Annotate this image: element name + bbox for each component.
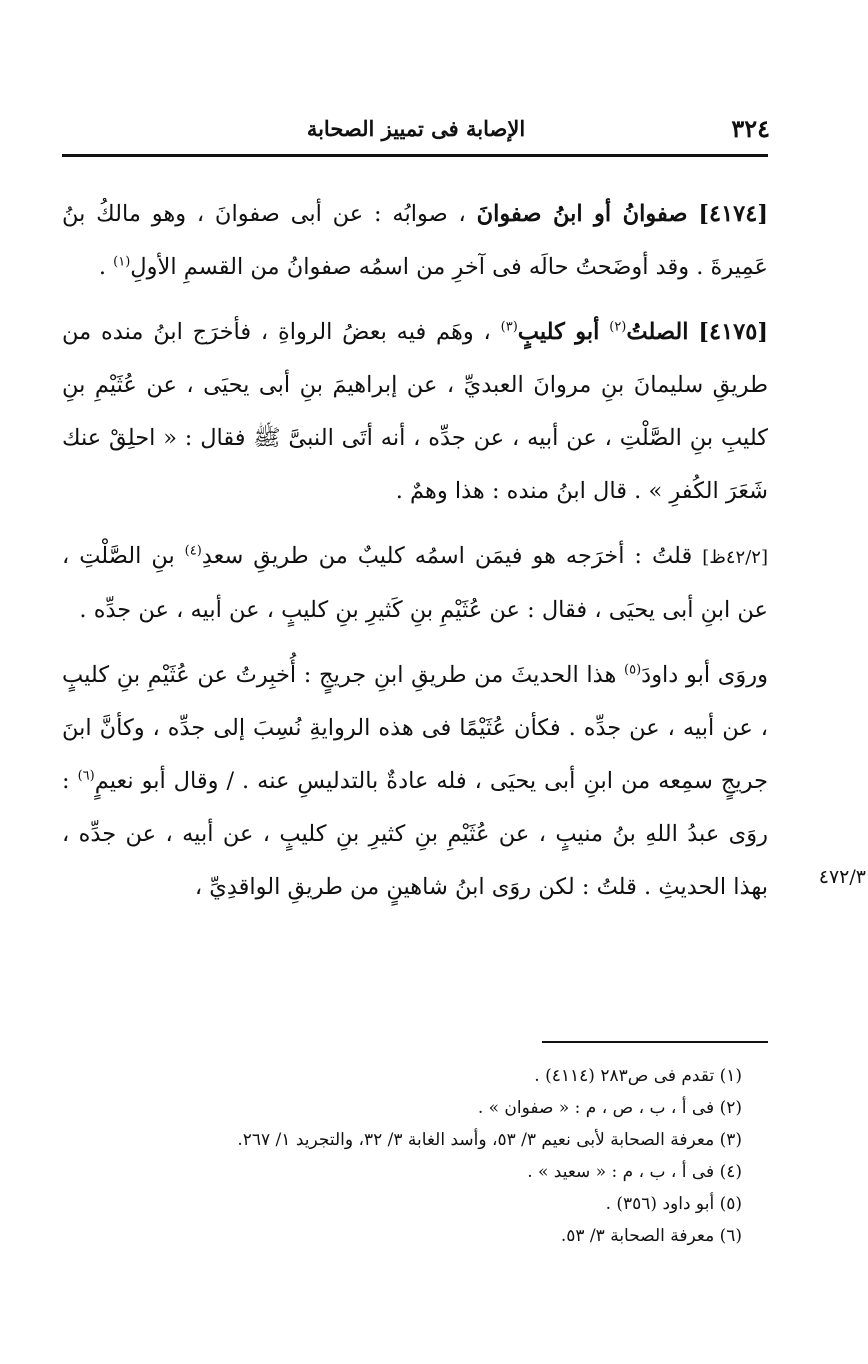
narration-paragraph	[62, 649, 768, 914]
header-rule	[62, 154, 768, 157]
paragraph-text: وروَى أبو داودَ	[641, 662, 768, 688]
entry-kunya: أبو كليبٍ	[517, 319, 600, 345]
footnote-rule	[542, 1041, 768, 1043]
entry-4174	[62, 188, 768, 294]
footnote: (٣) معرفة الصحابة لأبى نعيم ٣/ ٥٣، وأسد الغابة ٣/ ٣٢، والتجريد ١/ ٢٦٧.	[237, 1130, 742, 1150]
footnote: (٦) معرفة الصحابة ٣/ ٥٣.	[560, 1226, 742, 1246]
page-number: ٣٢٤	[731, 114, 770, 143]
main-text	[62, 188, 768, 914]
footnote-marker: (١)	[113, 254, 131, 270]
entry-number: [٤١٧٥]	[698, 319, 768, 345]
entry-text: ، صوابُه : عن أبى صفوانَ ، وهو مالكُ بنُ عَمِيرةَ . وقد أوضَحتُ حالَه فى آخرِ من اسمُه صفوانُ من القسمِ الأولِ	[62, 201, 768, 280]
entry-text: ، وهَم فيه بعضُ الرواةِ ، فأخرَج ابنُ منده من طريقِ سليمانَ بنِ مروانَ العبديِّ ، عن إبراهيمَ بنِ أبى يحيَى ، عن عُثَيْمِ بنِ كليبِ بنِ الصَّلْتِ ، عن أبيه ، عن جدِّه ، أنه أتَى النبىَّ ﷺ فقال : « احلِقْ عنك شَعَرَ الكُفرِ » . قال ابنُ منده : هذا وهمٌ .	[62, 319, 768, 504]
entry-name: صفوانُ أو ابنُ صفوانَ	[476, 201, 688, 227]
entry-name: الصلتُ	[626, 319, 689, 345]
paragraph-text: بنِ الصَّلْتِ ، عن ابنِ أبى يحيَى ، فقال : عن عُثَيْمِ بنِ كَثيرِ بنِ كليبٍ ، عن أبيه ، عن جدِّه .	[62, 543, 768, 623]
footnote-marker: (٦)	[77, 768, 95, 784]
entry-end: .	[98, 254, 114, 280]
paragraph-text: قلتُ : أخرَجه هو فيمَن اسمُه كليبٌ من طريقِ سعدِ	[201, 543, 693, 569]
entry-4175	[62, 306, 768, 518]
entry-number: [٤١٧٤]	[698, 201, 769, 227]
footnote-marker: (٥)	[624, 662, 642, 678]
manuscript-ref: [٤٢/٢ظ]	[702, 547, 768, 568]
footnote: (٥) أبو داود (٣٥٦) .	[605, 1194, 742, 1214]
footnote-marker: (٣)	[500, 319, 518, 335]
footnote-marker: (٢)	[609, 319, 627, 335]
commentary-paragraph	[62, 530, 768, 637]
paragraph-text: هذا الحديثَ من طريقِ ابنِ جريجٍ : أُخبِرتُ عن عُثَيْمِ بنِ كليبٍ ، عن أبيه ، عن جدِّه . فكأن عُثَيْمًا فى هذه الروايةِ نُسِبَ إلى جدِّه ، وكأنَّ ابنَ جريجٍ سمِعه من ابنِ أبى يحيَى ، فله عادةٌ بالتدليسِ عنه . / وقال أبو نعيمٍ	[62, 662, 768, 794]
footnote: (٤) فى أ ، ب ، م : « سعيد » .	[527, 1162, 742, 1182]
paragraph-text: : روَى عبدُ اللهِ بنُ منيبٍ ، عن عُثَيْمِ بنِ كثيرِ بنِ كليبٍ ، عن أبيه ، عن جدِّه ، بهذا الحديثِ . قلتُ : لكن روَى ابنُ شاهينٍ من طريقِ الواقدِيِّ ،	[62, 768, 768, 900]
margin-reference: ٤٧٢/٣	[818, 866, 866, 888]
footnote-marker: (٤)	[184, 543, 202, 559]
page-header	[62, 112, 770, 148]
running-title: الإصابة فى تمييز الصحابة	[306, 116, 526, 141]
footnote: (١) تقدم فى ص٢٨٣ (٤١١٤) .	[534, 1066, 742, 1086]
footnote: (٢) فى أ ، ب ، ص ، م : « صفوان » .	[477, 1098, 742, 1118]
footnotes	[62, 1060, 768, 1252]
